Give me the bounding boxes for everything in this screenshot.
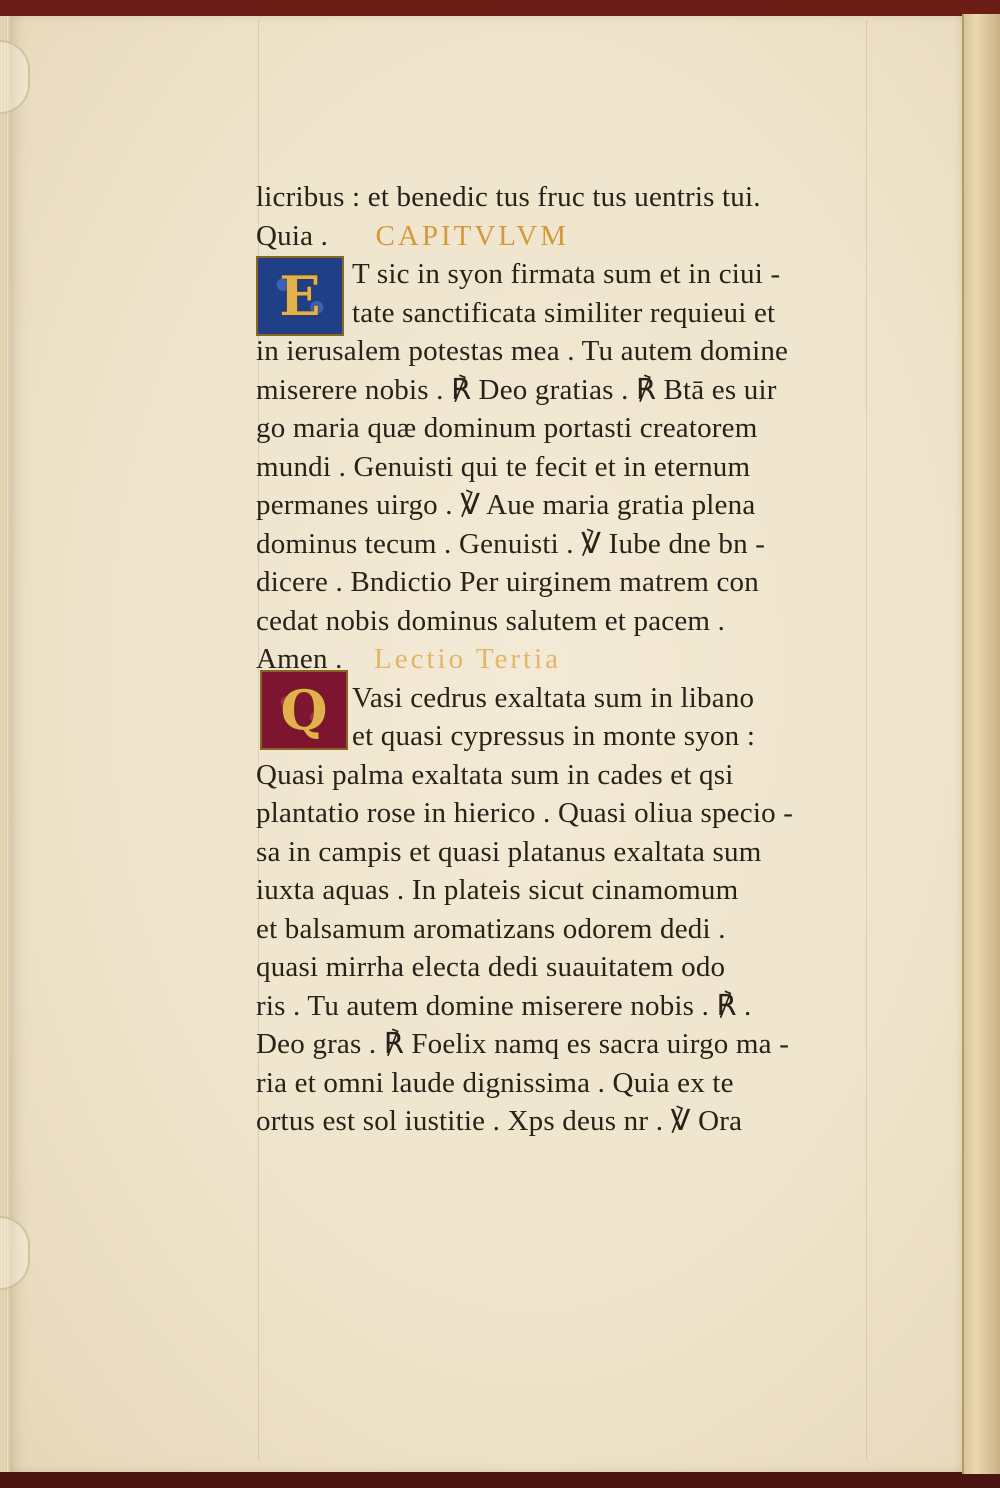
text-line: ria et omni laude dignissima . Quia ex te [256, 1066, 734, 1099]
rubric-heading-lectio: Lectio Tertia [374, 643, 562, 675]
text-line: mundi . Genuisti qui te fecit et in eternum [256, 450, 751, 483]
text-line: Deo gras . ℟ Foelix namq es sacra uirgo ma - [256, 1028, 790, 1060]
text-line: sa in campis et quasi platanus exaltata sum [256, 835, 762, 868]
text-line: et balsamum aromatizans odorem dedi . [256, 912, 726, 945]
text-line [256, 640, 896, 679]
text-line: Vasi cedrus exaltata sum in libano [352, 681, 755, 714]
text-line: tate sanctificata similiter requieui et [352, 296, 776, 329]
text-line: plantatio rose in hierico . Quasi oliua specio - [256, 797, 794, 829]
text-line: et quasi cypressus in monte syon : [352, 720, 756, 752]
text-line: licribus : et benedic tus fruc tus uentris tui. [256, 181, 761, 213]
text-line: go maria quæ dominum portasti creatorem [256, 412, 758, 444]
text-line [256, 217, 896, 256]
text-line: ortus est sol iustitie . Xps deus nr . ℣ Ora [256, 1105, 743, 1137]
text-segment: Quia . [256, 219, 329, 252]
initial-letter-e: E [279, 264, 321, 328]
text-line: cedat nobis dominus salutem et pacem . [256, 604, 726, 637]
text-line: ris . Tu autem domine miserere nobis . ℟ . [256, 989, 752, 1022]
text-line: T sic in syon firmata sum et in ciui - [352, 258, 781, 290]
binding-fold [962, 14, 1000, 1474]
text-line: permanes uirgo . ℣ Aue maria gratia plena [256, 489, 756, 521]
text-line: miserere nobis . ℟ Deo gratias . ℟ Btā es uir [256, 373, 777, 406]
initial-letter-q: Q [280, 678, 328, 742]
text-line: Quasi palma exaltata sum in cades et qsi [256, 758, 734, 791]
rubric-heading-capitulum: CAPITVLVM [375, 219, 570, 252]
text-segment: Amen . [256, 643, 343, 675]
text-line: quasi mirrha electa dedi suauitatem odo [256, 951, 726, 983]
text-line: dominus tecum . Genuisti . ℣ Iube dne bn - [256, 527, 766, 560]
manuscript-text [256, 178, 896, 1141]
text-line: dicere . Bndictio Per uirginem matrem con [256, 566, 759, 598]
text-line: iuxta aquas . In plateis sicut cinamomum [256, 874, 739, 906]
text-line: in ierusalem potestas mea . Tu autem domine [256, 335, 789, 367]
